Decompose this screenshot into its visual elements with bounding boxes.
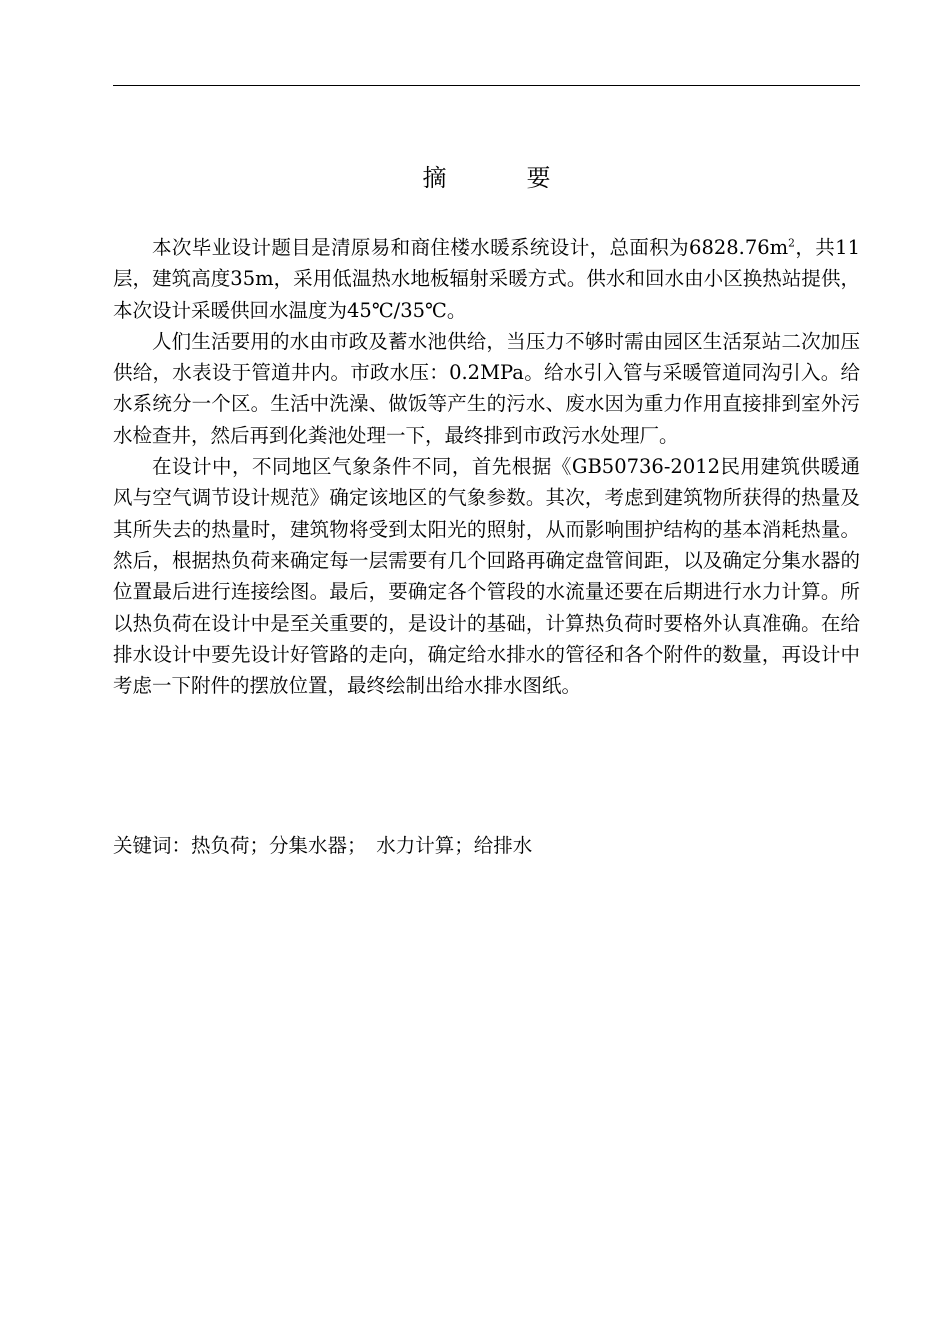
abstract-body (113, 232, 860, 701)
abstract-paragraph-3: 在设计中，不同地区气象条件不同，首先根据《GB50736-2012民用建筑供暖通风与空气调节设计规范》确定该地区的气象参数。其次，考虑到建筑物所获得的热量及其所失去的热量时，建筑物将受到太阳光的照射，从而影响围护结构的基本消耗热量。然后，根据热负荷来确定每一层需要有几个回路再确定盘管间距，以及确定分集水器的位置最后进行连接绘图。最后，要确定各个管段的水流量还要在后期进行水力计算。所以热负荷在设计中是至关重要的，是设计的基础，计算热负荷时要格外认真准确。在给排水设计中要先设计好管路的走向，确定给水排水的管径和各个附件的数量，再设计中考虑一下附件的摆放位置，最终绘制出给水排水图纸。 (113, 455, 860, 698)
keywords-text: 热负荷；分集水器； 水力计算；给排水 (191, 834, 533, 857)
page-title: 摘 要 (422, 164, 579, 192)
abstract-paragraph-2: 人们生活要用的水由市政及蓄水池供给，当压力不够时需由园区生活泵站二次加压供给，水表设于管道井内。市政水压：0.2MPa。给水引入管与采暖管道同沟引入。给水系统分一个区。生活中洗澡、做饭等产生的污水、废水因为重力作用直接排到室外污水检查井，然后再到化粪池处理一下，最终排到市政污水处理厂。 (113, 329, 860, 447)
paragraph-1-text-b: ，共11层，建筑高度35m，采用低温热水地板辐射采暖方式。供水和回水由小区换热站提供，本次设计采暖供回水温度为45℃/35℃。 (113, 236, 860, 322)
superscript-exponent: 2 (788, 236, 795, 250)
abstract-paragraph-1 (113, 232, 860, 326)
keywords-label: 关键词： (113, 834, 192, 857)
keywords-line (113, 830, 860, 861)
header-rule (113, 85, 860, 86)
paragraph-1-text-a: 本次毕业设计题目是清原易和商住楼水暖系统设计，总面积为6828.76m (152, 236, 789, 259)
